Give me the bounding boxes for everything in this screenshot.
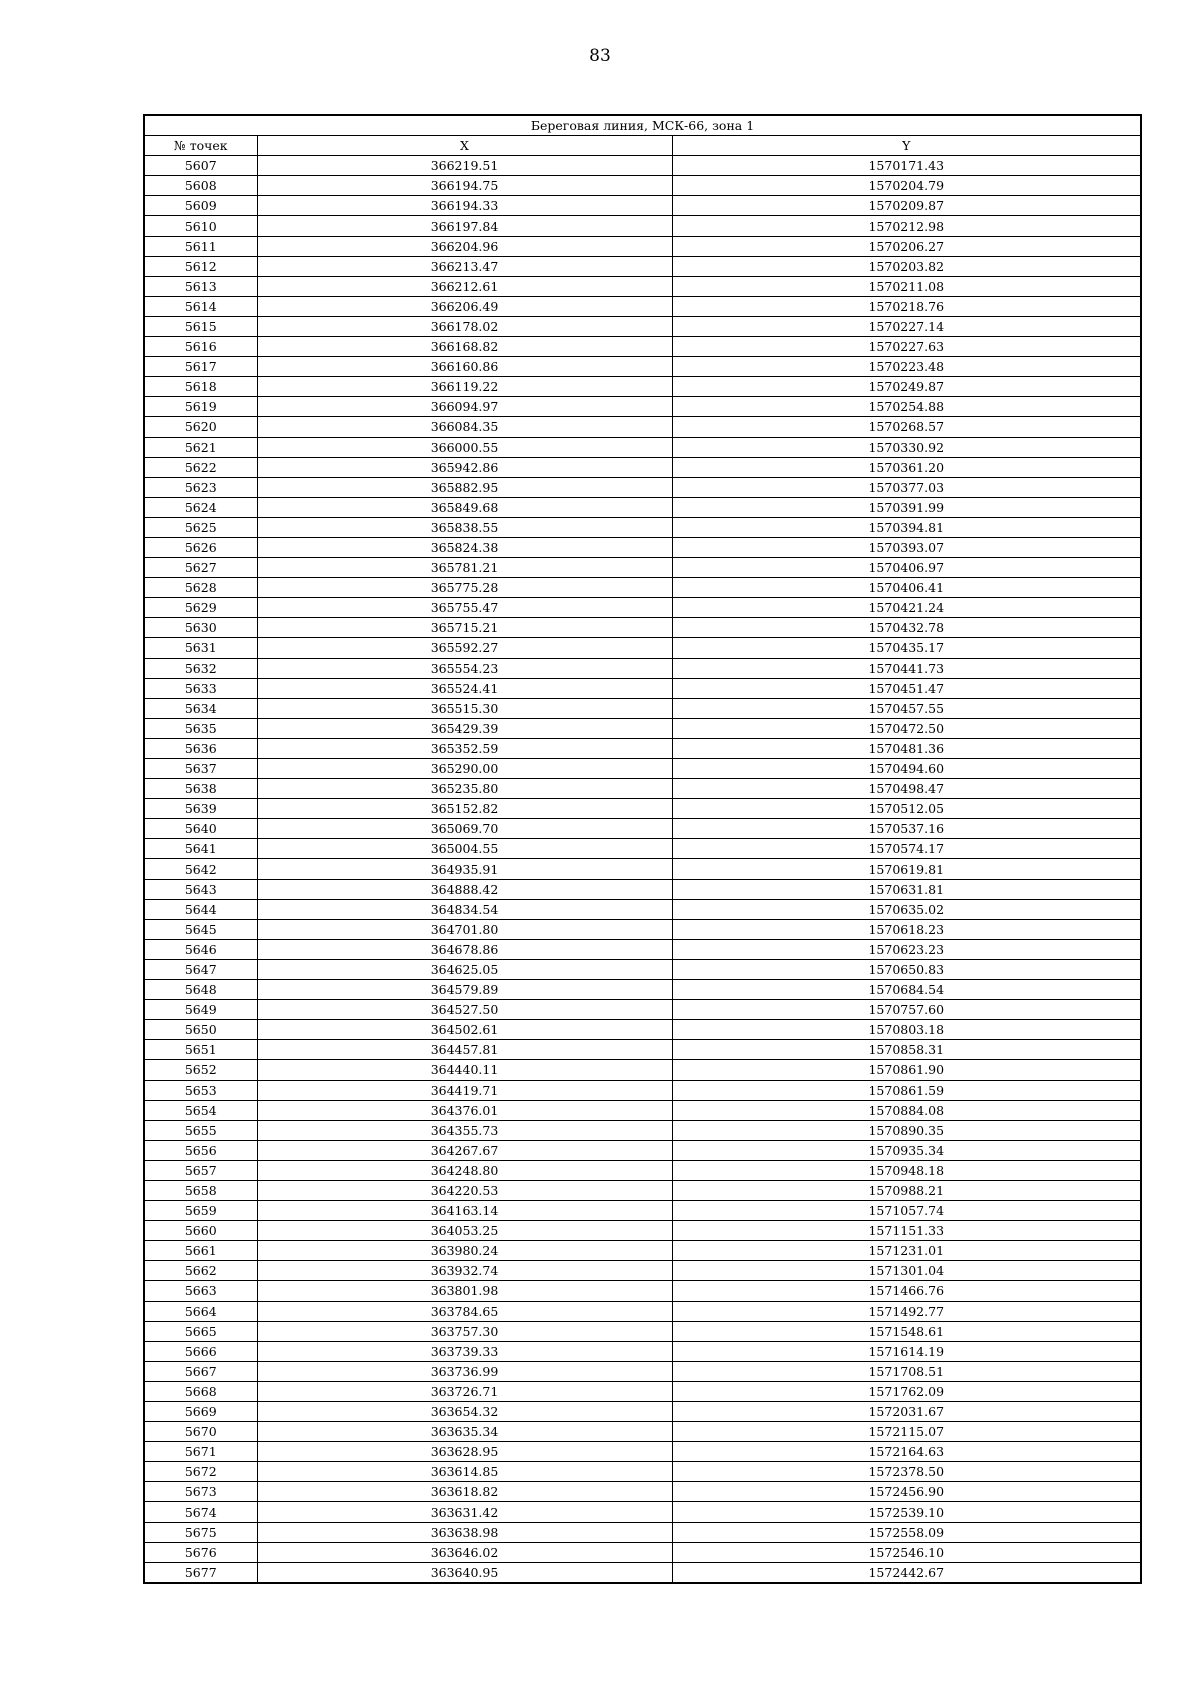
column-header-x: X [257, 136, 672, 156]
y-coordinate-cell: 1570203.82 [672, 256, 1141, 276]
x-coordinate-cell: 364888.42 [257, 879, 672, 899]
x-coordinate-cell: 365838.55 [257, 517, 672, 537]
table-row [144, 1000, 1141, 1020]
y-coordinate-cell: 1570861.59 [672, 1080, 1141, 1100]
point-number-cell: 5631 [144, 638, 257, 658]
y-coordinate-cell: 1571231.01 [672, 1241, 1141, 1261]
table-row [144, 919, 1141, 939]
table-row [144, 1140, 1141, 1160]
point-number-cell: 5625 [144, 517, 257, 537]
table-row [144, 1381, 1141, 1401]
y-coordinate-cell: 1570631.81 [672, 879, 1141, 899]
point-number-cell: 5624 [144, 497, 257, 517]
table-row [144, 537, 1141, 557]
point-number-cell: 5626 [144, 537, 257, 557]
point-number-cell: 5669 [144, 1402, 257, 1422]
table-row [144, 1562, 1141, 1583]
table-row [144, 437, 1141, 457]
table-row [144, 779, 1141, 799]
point-number-cell: 5618 [144, 377, 257, 397]
x-coordinate-cell: 364419.71 [257, 1080, 672, 1100]
x-coordinate-cell: 363631.42 [257, 1502, 672, 1522]
point-number-cell: 5650 [144, 1020, 257, 1040]
x-coordinate-cell: 364248.80 [257, 1160, 672, 1180]
y-coordinate-cell: 1572558.09 [672, 1522, 1141, 1542]
x-coordinate-cell: 366178.02 [257, 316, 672, 336]
table-row [144, 1120, 1141, 1140]
point-number-cell: 5662 [144, 1261, 257, 1281]
y-coordinate-cell: 1570421.24 [672, 598, 1141, 618]
y-coordinate-cell: 1570377.03 [672, 477, 1141, 497]
y-coordinate-cell: 1570212.98 [672, 216, 1141, 236]
table-row [144, 1221, 1141, 1241]
table-row [144, 1201, 1141, 1221]
table-row [144, 839, 1141, 859]
x-coordinate-cell: 365352.59 [257, 738, 672, 758]
x-coordinate-cell: 366206.49 [257, 296, 672, 316]
point-number-cell: 5658 [144, 1180, 257, 1200]
table-row [144, 819, 1141, 839]
x-coordinate-cell: 365554.23 [257, 658, 672, 678]
point-number-cell: 5636 [144, 738, 257, 758]
point-number-cell: 5616 [144, 337, 257, 357]
x-coordinate-cell: 365290.00 [257, 759, 672, 779]
table-row [144, 1502, 1141, 1522]
point-number-cell: 5613 [144, 276, 257, 296]
table-row [144, 899, 1141, 919]
table-row [144, 316, 1141, 336]
x-coordinate-cell: 363654.32 [257, 1402, 672, 1422]
point-number-cell: 5646 [144, 939, 257, 959]
x-coordinate-cell: 365781.21 [257, 558, 672, 578]
point-number-cell: 5656 [144, 1140, 257, 1160]
y-coordinate-cell: 1572442.67 [672, 1562, 1141, 1583]
y-coordinate-cell: 1570481.36 [672, 738, 1141, 758]
y-coordinate-cell: 1572164.63 [672, 1442, 1141, 1462]
table-row [144, 176, 1141, 196]
point-number-cell: 5664 [144, 1301, 257, 1321]
y-coordinate-cell: 1570223.48 [672, 357, 1141, 377]
table-row [144, 558, 1141, 578]
column-header-point-number: № точек [144, 136, 257, 156]
x-coordinate-cell: 365715.21 [257, 618, 672, 638]
table-row [144, 337, 1141, 357]
table-row [144, 1402, 1141, 1422]
point-number-cell: 5639 [144, 799, 257, 819]
y-coordinate-cell: 1572031.67 [672, 1402, 1141, 1422]
x-coordinate-cell: 363638.98 [257, 1522, 672, 1542]
y-coordinate-cell: 1572115.07 [672, 1422, 1141, 1442]
point-number-cell: 5651 [144, 1040, 257, 1060]
x-coordinate-cell: 364935.91 [257, 859, 672, 879]
x-coordinate-cell: 365429.39 [257, 718, 672, 738]
table-row [144, 1462, 1141, 1482]
y-coordinate-cell: 1570890.35 [672, 1120, 1141, 1140]
x-coordinate-cell: 365152.82 [257, 799, 672, 819]
y-coordinate-cell: 1570268.57 [672, 417, 1141, 437]
y-coordinate-cell: 1570803.18 [672, 1020, 1141, 1040]
point-number-cell: 5670 [144, 1422, 257, 1442]
x-coordinate-cell: 365882.95 [257, 477, 672, 497]
y-coordinate-cell: 1570361.20 [672, 457, 1141, 477]
y-coordinate-cell: 1571708.51 [672, 1361, 1141, 1381]
table-row [144, 1020, 1141, 1040]
point-number-cell: 5622 [144, 457, 257, 477]
y-coordinate-cell: 1572539.10 [672, 1502, 1141, 1522]
y-coordinate-cell: 1571548.61 [672, 1321, 1141, 1341]
y-coordinate-cell: 1570432.78 [672, 618, 1141, 638]
table-row [144, 1522, 1141, 1542]
x-coordinate-cell: 366194.75 [257, 176, 672, 196]
point-number-cell: 5659 [144, 1201, 257, 1221]
y-coordinate-cell: 1570330.92 [672, 437, 1141, 457]
point-number-cell: 5632 [144, 658, 257, 678]
table-row [144, 959, 1141, 979]
point-number-cell: 5661 [144, 1241, 257, 1261]
table-row [144, 477, 1141, 497]
table-row [144, 1542, 1141, 1562]
point-number-cell: 5657 [144, 1160, 257, 1180]
y-coordinate-cell: 1570619.81 [672, 859, 1141, 879]
y-coordinate-cell: 1570861.90 [672, 1060, 1141, 1080]
x-coordinate-cell: 363726.71 [257, 1381, 672, 1401]
point-number-cell: 5654 [144, 1100, 257, 1120]
table-row [144, 296, 1141, 316]
x-coordinate-cell: 364267.67 [257, 1140, 672, 1160]
x-coordinate-cell: 366212.61 [257, 276, 672, 296]
table-row [144, 658, 1141, 678]
table-row [144, 417, 1141, 437]
x-coordinate-cell: 363932.74 [257, 1261, 672, 1281]
x-coordinate-cell: 365775.28 [257, 578, 672, 598]
page-number: 83 [589, 46, 611, 66]
point-number-cell: 5619 [144, 397, 257, 417]
x-coordinate-cell: 364579.89 [257, 980, 672, 1000]
y-coordinate-cell: 1570618.23 [672, 919, 1141, 939]
table-row [144, 598, 1141, 618]
point-number-cell: 5620 [144, 417, 257, 437]
point-number-cell: 5627 [144, 558, 257, 578]
table-row [144, 397, 1141, 417]
point-number-cell: 5648 [144, 980, 257, 1000]
table-body [144, 156, 1141, 1583]
y-coordinate-cell: 1570227.14 [672, 316, 1141, 336]
table-row [144, 256, 1141, 276]
y-coordinate-cell: 1572546.10 [672, 1542, 1141, 1562]
x-coordinate-cell: 365515.30 [257, 698, 672, 718]
x-coordinate-cell: 364457.81 [257, 1040, 672, 1060]
y-coordinate-cell: 1571492.77 [672, 1301, 1141, 1321]
table-row [144, 216, 1141, 236]
point-number-cell: 5612 [144, 256, 257, 276]
table-row [144, 1180, 1141, 1200]
x-coordinate-cell: 366219.51 [257, 156, 672, 176]
x-coordinate-cell: 365755.47 [257, 598, 672, 618]
x-coordinate-cell: 364440.11 [257, 1060, 672, 1080]
table-row [144, 638, 1141, 658]
x-coordinate-cell: 366197.84 [257, 216, 672, 236]
point-number-cell: 5676 [144, 1542, 257, 1562]
point-number-cell: 5608 [144, 176, 257, 196]
point-number-cell: 5645 [144, 919, 257, 939]
table-row [144, 1100, 1141, 1120]
y-coordinate-cell: 1571151.33 [672, 1221, 1141, 1241]
table-row [144, 1281, 1141, 1301]
x-coordinate-cell: 363646.02 [257, 1542, 672, 1562]
table-row [144, 618, 1141, 638]
point-number-cell: 5621 [144, 437, 257, 457]
x-coordinate-cell: 366084.35 [257, 417, 672, 437]
table-row [144, 357, 1141, 377]
x-coordinate-cell: 364502.61 [257, 1020, 672, 1040]
y-coordinate-cell: 1570441.73 [672, 658, 1141, 678]
x-coordinate-cell: 363784.65 [257, 1301, 672, 1321]
table-row [144, 1422, 1141, 1442]
x-coordinate-cell: 365942.86 [257, 457, 672, 477]
y-coordinate-cell: 1570406.41 [672, 578, 1141, 598]
x-coordinate-cell: 363635.34 [257, 1422, 672, 1442]
y-coordinate-cell: 1570394.81 [672, 517, 1141, 537]
y-coordinate-cell: 1571057.74 [672, 1201, 1141, 1221]
table-row [144, 1321, 1141, 1341]
table-row [144, 1241, 1141, 1261]
y-coordinate-cell: 1570757.60 [672, 1000, 1141, 1020]
table-row [144, 1482, 1141, 1502]
point-number-cell: 5607 [144, 156, 257, 176]
y-coordinate-cell: 1570884.08 [672, 1100, 1141, 1120]
table-row [144, 859, 1141, 879]
y-coordinate-cell: 1570211.08 [672, 276, 1141, 296]
x-coordinate-cell: 366094.97 [257, 397, 672, 417]
table-row [144, 698, 1141, 718]
y-coordinate-cell: 1570512.05 [672, 799, 1141, 819]
point-number-cell: 5643 [144, 879, 257, 899]
point-number-cell: 5609 [144, 196, 257, 216]
x-coordinate-cell: 364625.05 [257, 959, 672, 979]
table-header-row [144, 136, 1141, 156]
y-coordinate-cell: 1570206.27 [672, 236, 1141, 256]
point-number-cell: 5623 [144, 477, 257, 497]
x-coordinate-cell: 364527.50 [257, 1000, 672, 1020]
point-number-cell: 5672 [144, 1462, 257, 1482]
point-number-cell: 5638 [144, 779, 257, 799]
table-row [144, 1261, 1141, 1281]
y-coordinate-cell: 1570204.79 [672, 176, 1141, 196]
x-coordinate-cell: 365824.38 [257, 537, 672, 557]
x-coordinate-cell: 363628.95 [257, 1442, 672, 1462]
point-number-cell: 5611 [144, 236, 257, 256]
y-coordinate-cell: 1570249.87 [672, 377, 1141, 397]
table-title: Береговая линия, МСК-66, зона 1 [144, 115, 1141, 136]
y-coordinate-cell: 1570858.31 [672, 1040, 1141, 1060]
x-coordinate-cell: 365235.80 [257, 779, 672, 799]
table-row [144, 1080, 1141, 1100]
x-coordinate-cell: 363801.98 [257, 1281, 672, 1301]
x-coordinate-cell: 365004.55 [257, 839, 672, 859]
point-number-cell: 5663 [144, 1281, 257, 1301]
table-row [144, 276, 1141, 296]
table-row [144, 236, 1141, 256]
point-number-cell: 5674 [144, 1502, 257, 1522]
table-row [144, 457, 1141, 477]
y-coordinate-cell: 1570650.83 [672, 959, 1141, 979]
y-coordinate-cell: 1570623.23 [672, 939, 1141, 959]
y-coordinate-cell: 1571762.09 [672, 1381, 1141, 1401]
table-row [144, 1341, 1141, 1361]
table-row [144, 156, 1141, 176]
point-number-cell: 5665 [144, 1321, 257, 1341]
table-row [144, 678, 1141, 698]
table-row [144, 980, 1141, 1000]
x-coordinate-cell: 363614.85 [257, 1462, 672, 1482]
x-coordinate-cell: 363618.82 [257, 1482, 672, 1502]
y-coordinate-cell: 1570472.50 [672, 718, 1141, 738]
y-coordinate-cell: 1570227.63 [672, 337, 1141, 357]
table-row [144, 578, 1141, 598]
x-coordinate-cell: 364834.54 [257, 899, 672, 919]
y-coordinate-cell: 1572378.50 [672, 1462, 1141, 1482]
x-coordinate-cell: 363980.24 [257, 1241, 672, 1261]
point-number-cell: 5640 [144, 819, 257, 839]
y-coordinate-cell: 1571301.04 [672, 1261, 1141, 1281]
table-row [144, 497, 1141, 517]
x-coordinate-cell: 363739.33 [257, 1341, 672, 1361]
y-coordinate-cell: 1570209.87 [672, 196, 1141, 216]
table-row [144, 1060, 1141, 1080]
point-number-cell: 5610 [144, 216, 257, 236]
table-row [144, 517, 1141, 537]
x-coordinate-cell: 363640.95 [257, 1562, 672, 1583]
table-row [144, 1301, 1141, 1321]
x-coordinate-cell: 366168.82 [257, 337, 672, 357]
y-coordinate-cell: 1570574.17 [672, 839, 1141, 859]
point-number-cell: 5667 [144, 1361, 257, 1381]
point-number-cell: 5644 [144, 899, 257, 919]
y-coordinate-cell: 1570254.88 [672, 397, 1141, 417]
x-coordinate-cell: 364220.53 [257, 1180, 672, 1200]
point-number-cell: 5673 [144, 1482, 257, 1502]
x-coordinate-cell: 365592.27 [257, 638, 672, 658]
y-coordinate-cell: 1572456.90 [672, 1482, 1141, 1502]
x-coordinate-cell: 364701.80 [257, 919, 672, 939]
point-number-cell: 5649 [144, 1000, 257, 1020]
y-coordinate-cell: 1570171.43 [672, 156, 1141, 176]
point-number-cell: 5671 [144, 1442, 257, 1462]
x-coordinate-cell: 364355.73 [257, 1120, 672, 1140]
point-number-cell: 5677 [144, 1562, 257, 1583]
x-coordinate-cell: 364376.01 [257, 1100, 672, 1120]
point-number-cell: 5675 [144, 1522, 257, 1542]
y-coordinate-cell: 1570498.47 [672, 779, 1141, 799]
y-coordinate-cell: 1570391.99 [672, 497, 1141, 517]
x-coordinate-cell: 365849.68 [257, 497, 672, 517]
point-number-cell: 5642 [144, 859, 257, 879]
point-number-cell: 5647 [144, 959, 257, 979]
table-row [144, 738, 1141, 758]
x-coordinate-cell: 364053.25 [257, 1221, 672, 1241]
point-number-cell: 5652 [144, 1060, 257, 1080]
x-coordinate-cell: 366119.22 [257, 377, 672, 397]
y-coordinate-cell: 1570218.76 [672, 296, 1141, 316]
point-number-cell: 5629 [144, 598, 257, 618]
y-coordinate-cell: 1570393.07 [672, 537, 1141, 557]
y-coordinate-cell: 1570684.54 [672, 980, 1141, 1000]
point-number-cell: 5634 [144, 698, 257, 718]
y-coordinate-cell: 1570935.34 [672, 1140, 1141, 1160]
x-coordinate-cell: 363757.30 [257, 1321, 672, 1341]
y-coordinate-cell: 1570457.55 [672, 698, 1141, 718]
point-number-cell: 5617 [144, 357, 257, 377]
y-coordinate-cell: 1570494.60 [672, 759, 1141, 779]
y-coordinate-cell: 1570635.02 [672, 899, 1141, 919]
y-coordinate-cell: 1570537.16 [672, 819, 1141, 839]
point-number-cell: 5653 [144, 1080, 257, 1100]
table-row [144, 377, 1141, 397]
point-number-cell: 5615 [144, 316, 257, 336]
x-coordinate-cell: 366213.47 [257, 256, 672, 276]
y-coordinate-cell: 1570988.21 [672, 1180, 1141, 1200]
point-number-cell: 5630 [144, 618, 257, 638]
point-number-cell: 5637 [144, 759, 257, 779]
y-coordinate-cell: 1570406.97 [672, 558, 1141, 578]
y-coordinate-cell: 1570948.18 [672, 1160, 1141, 1180]
table-title-row [144, 115, 1141, 136]
table-row [144, 1442, 1141, 1462]
x-coordinate-cell: 363736.99 [257, 1361, 672, 1381]
table-row [144, 1361, 1141, 1381]
y-coordinate-cell: 1570451.47 [672, 678, 1141, 698]
table-row [144, 718, 1141, 738]
coordinates-table [143, 114, 1142, 1584]
point-number-cell: 5628 [144, 578, 257, 598]
point-number-cell: 5641 [144, 839, 257, 859]
x-coordinate-cell: 366000.55 [257, 437, 672, 457]
point-number-cell: 5655 [144, 1120, 257, 1140]
x-coordinate-cell: 364678.86 [257, 939, 672, 959]
point-number-cell: 5666 [144, 1341, 257, 1361]
table-row [144, 799, 1141, 819]
table-row [144, 759, 1141, 779]
x-coordinate-cell: 365524.41 [257, 678, 672, 698]
table-row [144, 1160, 1141, 1180]
table-row [144, 1040, 1141, 1060]
table-row [144, 196, 1141, 216]
point-number-cell: 5660 [144, 1221, 257, 1241]
x-coordinate-cell: 365069.70 [257, 819, 672, 839]
x-coordinate-cell: 366204.96 [257, 236, 672, 256]
point-number-cell: 5614 [144, 296, 257, 316]
point-number-cell: 5633 [144, 678, 257, 698]
y-coordinate-cell: 1571614.19 [672, 1341, 1141, 1361]
x-coordinate-cell: 366194.33 [257, 196, 672, 216]
y-coordinate-cell: 1570435.17 [672, 638, 1141, 658]
x-coordinate-cell: 366160.86 [257, 357, 672, 377]
point-number-cell: 5635 [144, 718, 257, 738]
table-row [144, 939, 1141, 959]
x-coordinate-cell: 364163.14 [257, 1201, 672, 1221]
point-number-cell: 5668 [144, 1381, 257, 1401]
table-row [144, 879, 1141, 899]
column-header-y: Y [672, 136, 1141, 156]
y-coordinate-cell: 1571466.76 [672, 1281, 1141, 1301]
